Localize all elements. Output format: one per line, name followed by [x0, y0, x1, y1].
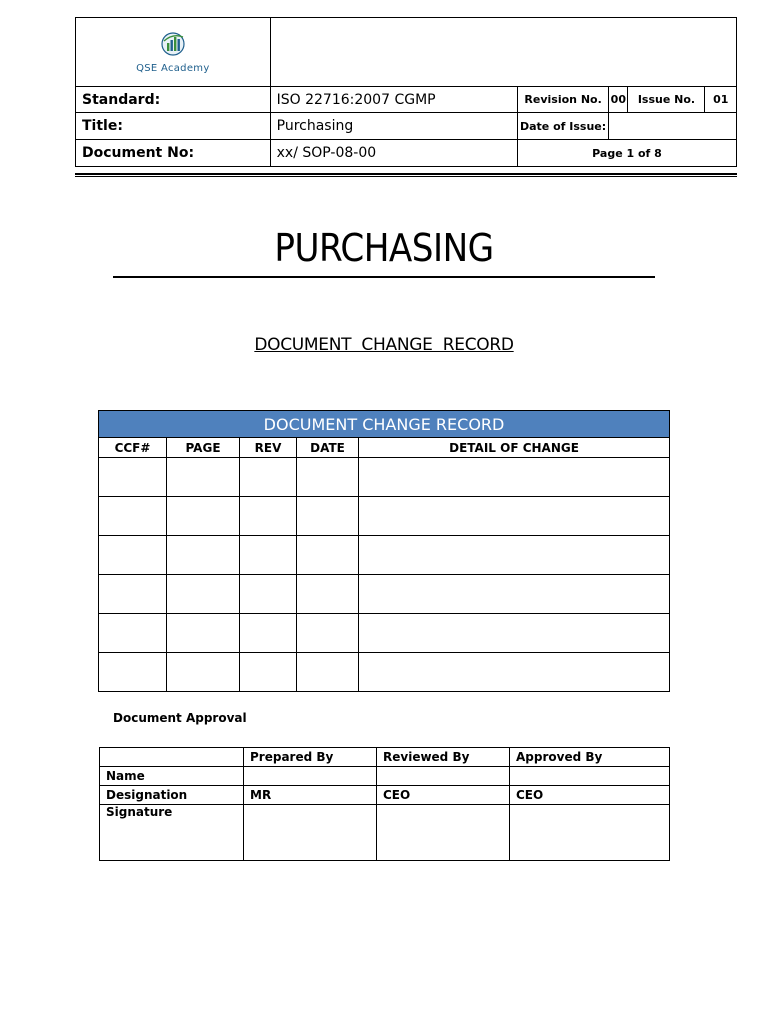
- revision-value: 00: [609, 87, 628, 113]
- table-cell[interactable]: [240, 458, 297, 497]
- table-cell[interactable]: [99, 458, 167, 497]
- reviewed-by-name[interactable]: [377, 767, 510, 786]
- column-header-ccf: CCF#: [99, 438, 167, 458]
- issue-value: 01: [705, 87, 737, 113]
- table-cell[interactable]: [359, 653, 670, 692]
- column-header-page: PAGE: [167, 438, 240, 458]
- table-cell[interactable]: [240, 614, 297, 653]
- table-row: [99, 458, 670, 497]
- table-cell[interactable]: [297, 614, 359, 653]
- header-divider-thin: [75, 176, 737, 177]
- approval-row-signature: [100, 805, 670, 861]
- approved-by-signature[interactable]: [510, 805, 670, 861]
- column-header-reviewed-by: Reviewed By: [377, 748, 510, 767]
- table-row: [99, 536, 670, 575]
- approval-row-name: [100, 767, 670, 786]
- column-header-approved-by: Approved By: [510, 748, 670, 767]
- table-row: [99, 575, 670, 614]
- revision-label: Revision No.: [517, 87, 608, 113]
- table-cell[interactable]: [167, 536, 240, 575]
- table-cell[interactable]: [167, 653, 240, 692]
- globe-chart-icon: [158, 29, 188, 59]
- page-title: PURCHASING: [274, 226, 494, 270]
- row-label-name: Name: [100, 767, 244, 786]
- table-cell[interactable]: [359, 536, 670, 575]
- table-cell[interactable]: [297, 575, 359, 614]
- table-cell[interactable]: [167, 614, 240, 653]
- table-cell[interactable]: [297, 653, 359, 692]
- table-cell[interactable]: [167, 497, 240, 536]
- title-underline: [113, 276, 655, 278]
- table-cell[interactable]: [359, 575, 670, 614]
- table-cell[interactable]: [297, 458, 359, 497]
- approval-row-designation: [100, 786, 670, 805]
- header-blank-cell: [270, 18, 736, 87]
- logo-text: QSE Academy: [136, 63, 210, 74]
- table-cell[interactable]: [240, 575, 297, 614]
- logo-cell: [76, 18, 271, 87]
- change-record-banner: DOCUMENT CHANGE RECORD: [99, 411, 670, 438]
- column-header-detail: DETAIL OF CHANGE: [359, 438, 670, 458]
- table-cell[interactable]: [297, 497, 359, 536]
- reviewed-by-signature[interactable]: [377, 805, 510, 861]
- document-header-table: [75, 17, 737, 167]
- document-approval-label: Document Approval: [113, 711, 247, 725]
- section-heading: DOCUMENT CHANGE RECORD: [254, 335, 514, 355]
- standard-value: ISO 22716:2007 CGMP: [270, 87, 517, 113]
- standard-label: Standard:: [76, 87, 271, 113]
- table-cell[interactable]: [359, 458, 670, 497]
- prepared-by-signature[interactable]: [244, 805, 377, 861]
- table-cell[interactable]: [99, 536, 167, 575]
- row-label-designation: Designation: [100, 786, 244, 805]
- prepared-by-designation[interactable]: MR: [244, 786, 377, 805]
- header-divider: [75, 173, 737, 175]
- table-cell[interactable]: [240, 653, 297, 692]
- table-cell[interactable]: [99, 653, 167, 692]
- table-cell[interactable]: [297, 536, 359, 575]
- qse-academy-logo: [136, 29, 209, 74]
- date-of-issue-label: Date of Issue:: [517, 113, 608, 140]
- table-cell[interactable]: [99, 614, 167, 653]
- page-number: Page 1 of 8: [517, 140, 736, 167]
- table-cell[interactable]: [167, 575, 240, 614]
- prepared-by-name[interactable]: [244, 767, 377, 786]
- table-row: [99, 497, 670, 536]
- table-cell[interactable]: [359, 614, 670, 653]
- table-cell[interactable]: [240, 497, 297, 536]
- column-header-prepared-by: Prepared By: [244, 748, 377, 767]
- title-label: Title:: [76, 113, 271, 140]
- column-header-rev: REV: [240, 438, 297, 458]
- approved-by-name[interactable]: [510, 767, 670, 786]
- column-header-date: DATE: [297, 438, 359, 458]
- table-cell[interactable]: [99, 575, 167, 614]
- approved-by-designation[interactable]: CEO: [510, 786, 670, 805]
- table-cell[interactable]: [99, 497, 167, 536]
- document-no-value: xx/ SOP-08-00: [270, 140, 517, 167]
- table-cell[interactable]: [359, 497, 670, 536]
- date-of-issue-value: [609, 113, 737, 140]
- row-label-signature: Signature: [100, 805, 244, 861]
- title-value: Purchasing: [270, 113, 517, 140]
- table-row: [99, 653, 670, 692]
- table-cell[interactable]: [167, 458, 240, 497]
- table-cell[interactable]: [240, 536, 297, 575]
- document-no-label: Document No:: [76, 140, 271, 167]
- approval-corner-cell: [100, 748, 244, 767]
- change-record-table: [98, 410, 670, 692]
- table-row: [99, 614, 670, 653]
- reviewed-by-designation[interactable]: CEO: [377, 786, 510, 805]
- approval-table: [99, 747, 670, 861]
- issue-label: Issue No.: [628, 87, 705, 113]
